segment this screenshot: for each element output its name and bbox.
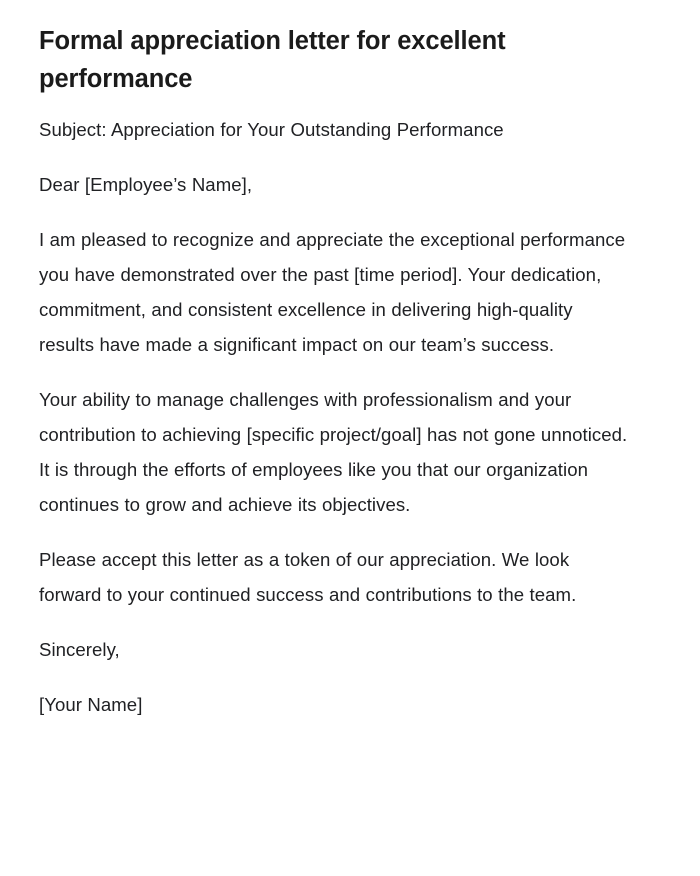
paragraph-recognition: I am pleased to recognize and appreciate the exceptional performance you have demonstrated over the past [time period]. Your dedication, commitment, and consistent excellence in delivering high-quality results have made a significant impact on our team’s success. — [39, 229, 626, 355]
paragraph-signature-name: [Your Name] — [39, 694, 143, 715]
page-title: Formal appreciation letter for excellent performance — [39, 27, 506, 93]
paragraph-contribution: Your ability to manage challenges with professionalism and your contribution to achieving [specific project/goal] has not gone unnoticed. It is through the efforts of employees like you that our organization continues to grow and achieve its objectives. — [39, 389, 628, 515]
letter-body — [39, 112, 632, 722]
paragraph-subject-line: Subject: Appreciation for Your Outstanding Performance — [39, 119, 504, 140]
paragraph-salutation: Dear [Employee’s Name], — [39, 174, 253, 195]
paragraph-closing-appreciation: Please accept this letter as a token of our appreciation. We look forward to your continued success and contributions to the team. — [39, 549, 577, 605]
paragraph-sign-off: Sincerely, — [39, 639, 120, 660]
